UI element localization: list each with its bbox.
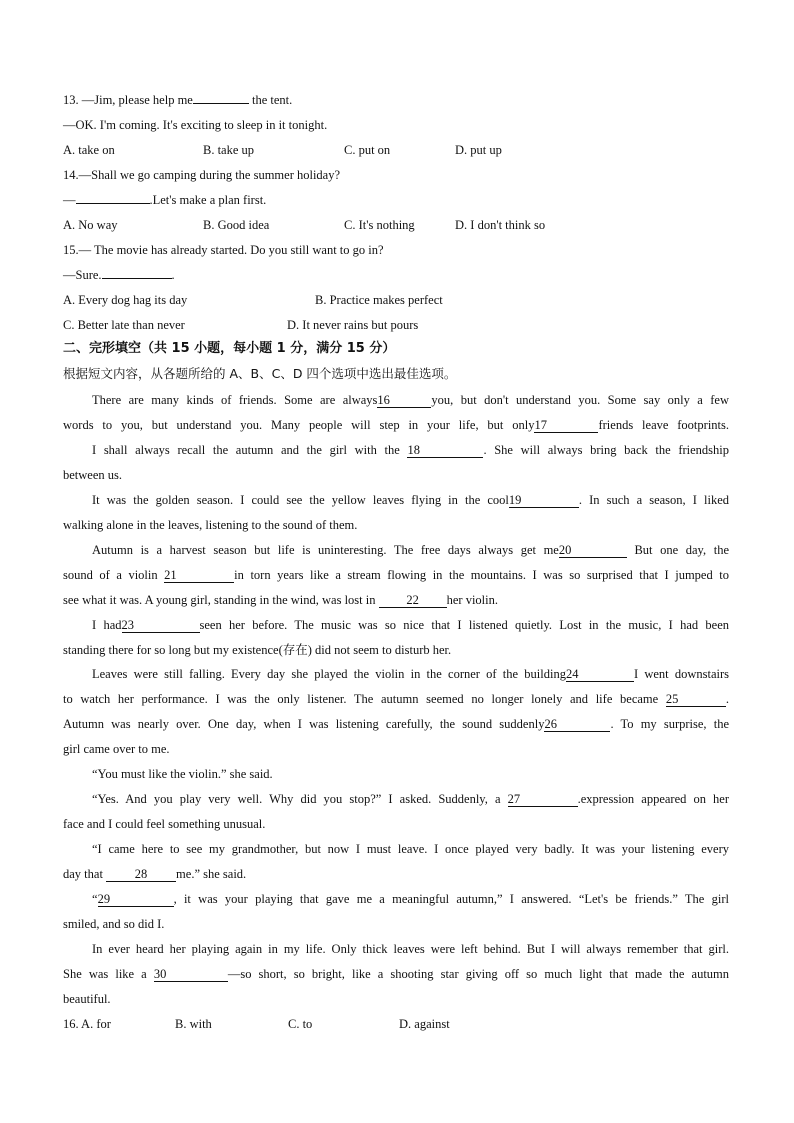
q13-option-a: A. take on	[63, 143, 115, 157]
q16-option-d: D. against	[399, 1017, 450, 1031]
passage-line: walking alone in the leaves, listening to the sound of them.	[63, 518, 358, 532]
q16-option-a: 16. A. for	[63, 1017, 111, 1031]
q14-reply	[63, 192, 266, 208]
q14-option-b: B. Good idea	[203, 218, 270, 232]
section-heading: 二、完形填空（共 15 小题，每小题 1 分，满分 15 分）	[63, 341, 396, 356]
q15-reply-text: —Sure.	[63, 268, 102, 282]
passage-line	[63, 691, 729, 707]
passage-line	[63, 592, 498, 608]
blank-21: 21	[164, 569, 234, 583]
passage-line	[63, 966, 729, 982]
passage-text: seen her before. The music was so nice that I listened quietly. Lost in the music, I had been	[199, 618, 729, 632]
passage-line	[92, 442, 729, 458]
passage-line: smiled, and so did I.	[63, 917, 165, 931]
passage-line	[63, 866, 246, 882]
passage-line: “I came here to see my grandmother, but now I must leave. I once played very badly. It was your listening every	[92, 842, 729, 856]
passage-text: me.” she said.	[176, 867, 247, 881]
q15-option-b: B. Practice makes perfect	[315, 293, 443, 307]
q15-period: .	[171, 268, 175, 282]
blank-25: 25	[666, 693, 726, 707]
q13-option-c: C. put on	[344, 143, 391, 157]
blank-18: 18	[407, 444, 483, 458]
passage-text: Autumn is a harvest season but life is uninteresting. The free days always get me	[92, 543, 559, 557]
passage-line: In ever heard her playing again in my life. Only thick leaves were left behind. But I will always remember that girl.	[92, 942, 729, 956]
passage-text: I went downstairs	[633, 667, 729, 681]
section-instruction: 根据短文内容，从各题所给的 A、B、C、D 四个选项中选出最佳选项。	[63, 366, 457, 381]
passage-line: between us.	[63, 468, 123, 482]
passage-line	[92, 617, 729, 633]
passage-text: day that	[63, 867, 103, 881]
q13-stem-tail: the tent.	[248, 93, 293, 107]
passage-text: I shall always recall the autumn and the girl with the	[92, 443, 400, 457]
q13-option-d: D. put up	[455, 143, 502, 157]
passage-line	[63, 567, 729, 583]
passage-text: words to you, but understand you. Many people will step in your life, but only	[63, 418, 535, 432]
q15-option-a: A. Every dog hag its day	[63, 293, 188, 307]
q14-option-a: A. No way	[63, 218, 118, 232]
passage-text: , it was your playing that gave me a meaningful autumn,” I answered. “Let's be friends.” The girl	[173, 892, 729, 906]
q13-reply: —OK. I'm coming. It's exciting to sleep in it tonight.	[63, 118, 328, 132]
passage-text: . To my surprise, the	[610, 717, 729, 731]
passage-line: standing there for so long but my existence(存在) did not seem to disturb her.	[63, 643, 452, 657]
q15-blank	[102, 278, 172, 279]
passage-line	[63, 716, 729, 732]
q15-stem: 15.— The movie has already started. Do you still want to go in?	[63, 243, 384, 257]
blank-22: 22	[379, 594, 447, 608]
passage-line	[92, 492, 729, 508]
passage-text: “Yes. And you play very well. Why did you stop?” I asked. Suddenly, a	[92, 792, 501, 806]
passage-line	[92, 791, 729, 807]
q13-option-b: B. take up	[203, 143, 255, 157]
blank-24: 24	[566, 668, 634, 682]
passage-text: .	[725, 692, 729, 706]
blank-23: 23	[122, 619, 200, 633]
passage-text: She was like a	[63, 967, 147, 981]
blank-20: 20	[559, 544, 627, 558]
q16-option-b: B. with	[175, 1017, 212, 1031]
q15-reply	[63, 267, 175, 283]
blank-29: 29	[98, 893, 174, 907]
q13-stem	[63, 92, 292, 108]
passage-text: Leaves were still falling. Every day she played the violin in the corner of the building	[92, 667, 566, 681]
blank-19: 19	[509, 494, 579, 508]
q14-option-c: C. It's nothing	[344, 218, 415, 232]
q15-option-c: C. Better late than never	[63, 318, 185, 332]
passage-line	[92, 666, 729, 682]
passage-line: girl came over to me.	[63, 742, 170, 756]
passage-text: “	[92, 892, 98, 906]
q14-stem: 14.—Shall we go camping during the summer holiday?	[63, 168, 341, 182]
q14-blank	[76, 203, 150, 204]
passage-text: her violin.	[446, 593, 498, 607]
passage-line: beautiful.	[63, 992, 111, 1006]
passage-text: It was the golden season. I could see the yellow leaves flying in the cool	[92, 493, 509, 507]
blank-16: 16	[377, 394, 431, 408]
passage-line	[92, 542, 729, 558]
q14-reply-text: .Let's make a plan first.	[149, 193, 267, 207]
passage-text: see what it was. A young girl, standing in the wind, was lost in	[63, 593, 376, 607]
passage-line: “You must like the violin.” she said.	[92, 767, 273, 781]
passage-line	[92, 891, 729, 907]
q13-stem-text: 13. —Jim, please help me	[63, 93, 193, 107]
blank-17: 17	[534, 419, 598, 433]
passage-text: There are many kinds of friends. Some are always	[92, 393, 378, 407]
blank-30: 30	[154, 968, 228, 982]
passage-text: . In such a season, I liked	[578, 493, 729, 507]
passage-text: sound of a violin	[63, 568, 158, 582]
q13-blank	[193, 103, 249, 104]
passage-text: you, but don't understand you. Some say only a few	[431, 393, 729, 407]
passage-text: . She will always bring back the friendship	[483, 443, 730, 457]
passage-line: face and I could feel something unusual.	[63, 817, 266, 831]
passage-text: But one day, the	[634, 543, 729, 557]
passage-text: —so short, so bright, like a shooting star giving off so much light that made the autumn	[227, 967, 730, 981]
blank-28: 28	[106, 868, 176, 882]
q16-option-c: C. to	[288, 1017, 313, 1031]
q14-option-d: D. I don't think so	[455, 218, 546, 232]
blank-26: 26	[544, 718, 610, 732]
passage-text: friends leave footprints.	[598, 418, 730, 432]
q14-dash: —	[63, 193, 76, 207]
passage-text: to watch her performance. I was the only listener. The autumn seemed no longer lonely and life became	[63, 692, 659, 706]
passage-text: I had	[92, 618, 122, 632]
blank-27: 27	[508, 793, 578, 807]
passage-text: Autumn was nearly over. One day, when I was listening carefully, the sound suddenly	[63, 717, 545, 731]
q15-option-d: D. It never rains but pours	[287, 318, 419, 332]
passage-text: .expression appeared on her	[577, 792, 730, 806]
passage-line	[92, 392, 729, 408]
passage-text: in torn years like a stream flowing in the mountains. I was so surprised that I jumped to	[234, 568, 729, 582]
